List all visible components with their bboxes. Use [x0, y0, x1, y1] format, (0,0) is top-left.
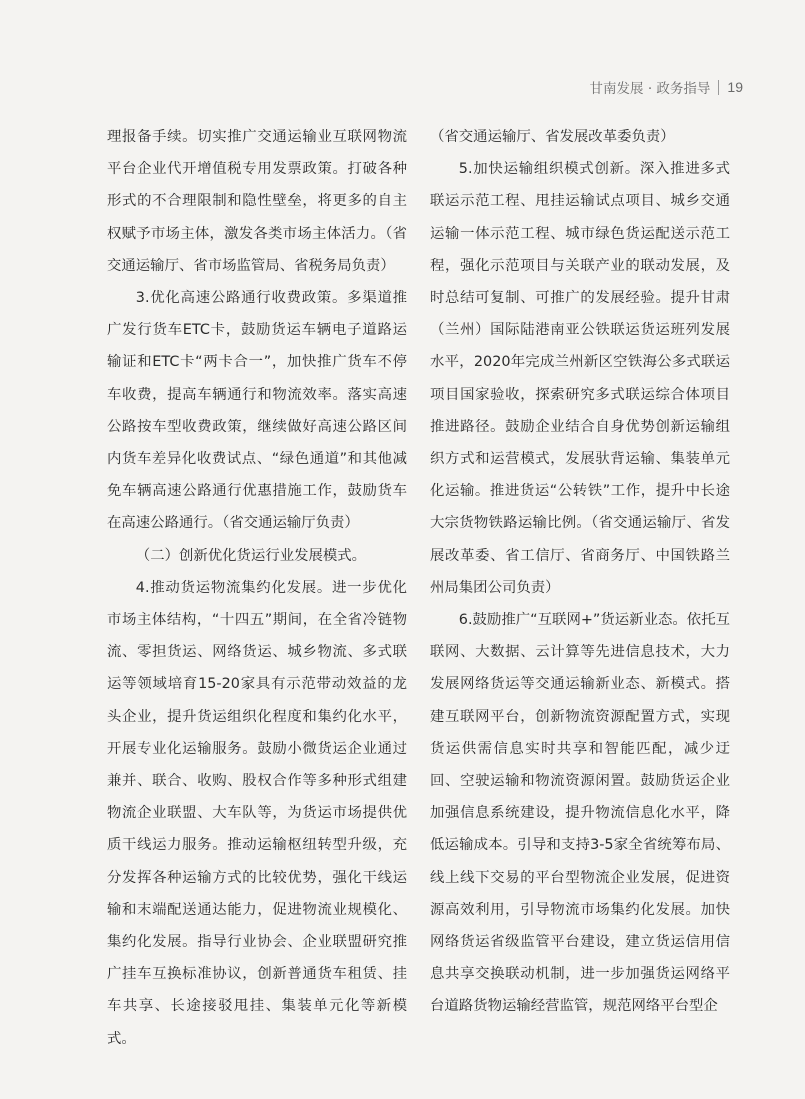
right-column	[430, 121, 730, 1023]
header-title: 甘南发展 · 政务指导	[589, 81, 711, 97]
paragraph-continued: 理报备手续。切实推广交通运输业互联网物流平台企业代开增值税专用发票政策。打破各种形式的不合理限制和隐性壁垒，将更多的自主权赋予市场主体，激发各类市场主体活力。（省交通运输厅、省市场监管局、省税务局负责）	[107, 129, 407, 274]
left-column	[107, 121, 407, 1055]
section-heading-2: （二）创新优化货运行业发展模式。	[135, 547, 367, 564]
running-header	[590, 77, 743, 97]
paragraph-item-6: 6.鼓励推广“互联网+”货运新业态。依托互联网、大数据、云计算等先进信息技术，大力发展网络货运等交通运输新业态、新模式。搭建互联网平台，创新物流资源配置方式，实现货运供需信息实时共享和智能匹配，减少迂回、空驶运输和物流资源闲置。鼓励货运企业加强信息系统建设，提升物流信息化水平，降低运输成本。引导和支持3-5家全省统筹布局、线上线下交易的平台型物流企业发展，促进资源高效利用，引导物流市场集约化发展。加快网络货运省级监管平台建设，建立货运信用信息共享交换联动机制，进一步加强货运网络平台道路货物运输经营监管，规范网络平台型企	[430, 612, 730, 1015]
paragraph-continued: （省交通运输厅、省发展改革委负责）	[430, 129, 675, 145]
header-divider	[718, 80, 719, 95]
paragraph-item-3: 3.优化高速公路通行收费政策。多渠道推广发行货车ETC卡，鼓励货运车辆电子道路运输证和ETC卡“两卡合一”，加快推广货车不停车收费，提高车辆通行和物流效率。落实高速公路按车型收费政策，继续做好高速公路区间内货车差异化收费试点、“绿色通道”和其他减免车辆高速公路通行优惠措施工作，鼓励货车在高速公路通行。（省交通运输厅负责）	[107, 290, 407, 532]
page-number: 19	[727, 79, 743, 95]
paragraph-item-4: 4.推动货运物流集约化发展。进一步优化市场主体结构，“十四五”期间，在全省冷链物流、零担货运、网络货运、城乡物流、多式联运等领域培育15-20家具有示范带动效益的龙头企业，提升货运组织化程度和集约化水平，开展专业化运输服务。鼓励小微货运企业通过兼并、联合、收购、股权合作等多种形式组建物流企业联盟、大车队等，为货运市场提供优质干线运力服务。推动运输枢纽转型升级，充分发挥各种运输方式的比较优势，强化干线运输和末端配送通达能力，促进物流业规模化、集约化发展。指导行业协会、企业联盟研究推广挂车互换标准协议，创新普通货车租赁、挂车共享、长途接驳甩挂、集装单元化等新模式。	[107, 579, 407, 1047]
paragraph-item-5: 5.加快运输组织模式创新。深入推进多式联运示范工程、甩挂运输试点项目、城乡交通运输一体示范工程、城市绿色货运配送示范工程，强化示范项目与关联产业的联动发展，及时总结可复制、可推广的发展经验。提升甘肃（兰州）国际陆港南亚公铁联运货运班列发展水平，2020年完成兰州新区空铁海公多式联运项目国家验收，探索研究多式联运综合体项目推进路径。鼓励企业结合自身优势创新运输组织方式和运营模式，发展驮背运输、集装单元化运输。推进货运“公转铁”工作，提升中长途大宗货物铁路运输比例。（省交通运输厅、省发展改革委、省工信厅、省商务厅、中国铁路兰州局集团公司负责）	[430, 161, 730, 596]
